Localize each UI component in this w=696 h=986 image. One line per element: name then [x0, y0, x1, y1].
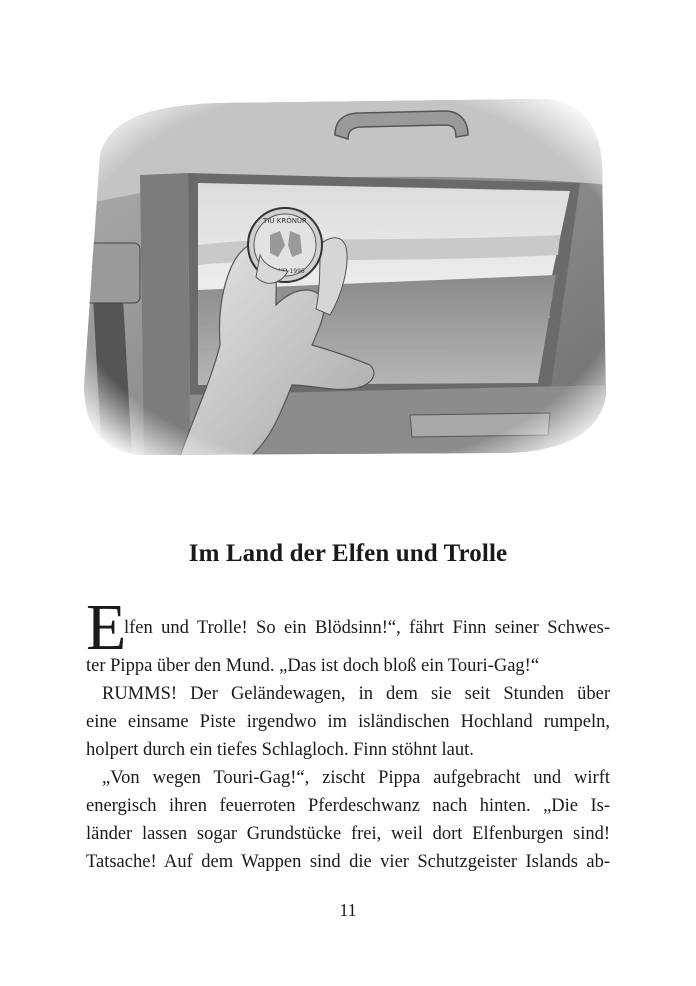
- text-line: energisch ihren feuerroten Pferdeschwanz nach hinten. „Die Is-: [86, 796, 610, 816]
- page-number: 11: [339, 900, 357, 920]
- text-line: länder lassen sogar Grundstücke frei, weil dort Elfenburgen sind!: [86, 824, 610, 844]
- chapter-illustration: [80, 95, 610, 457]
- text-line: Tatsache! Auf dem Wappen sind die vier Schutzgeister Islands ab-: [86, 852, 610, 872]
- chapter-title: Im Land der Elfen und Trolle: [188, 540, 508, 567]
- text-line: holpert durch ein tiefes Schlagloch. Finn stöhnt laut.: [86, 740, 474, 760]
- first-line: lfen und Trolle! So ein Blödsinn!“, fährt Finn seiner Schwes-: [124, 618, 610, 638]
- text-line: ter Pippa über den Mund. „Das ist doch bloß ein Touri-Gag!“: [86, 656, 540, 676]
- drop-cap: E: [86, 591, 127, 664]
- text-line: eine einsame Piste irgendwo im isländischen Hochland rumpeln,: [86, 712, 610, 732]
- text-line: „Von wegen Touri-Gag!“, zischt Pippa aufgebracht und wirft: [102, 768, 610, 788]
- body-text: [86, 652, 610, 876]
- text-line: RUMMS! Der Geländewagen, in dem sie seit Stunden über: [102, 684, 610, 704]
